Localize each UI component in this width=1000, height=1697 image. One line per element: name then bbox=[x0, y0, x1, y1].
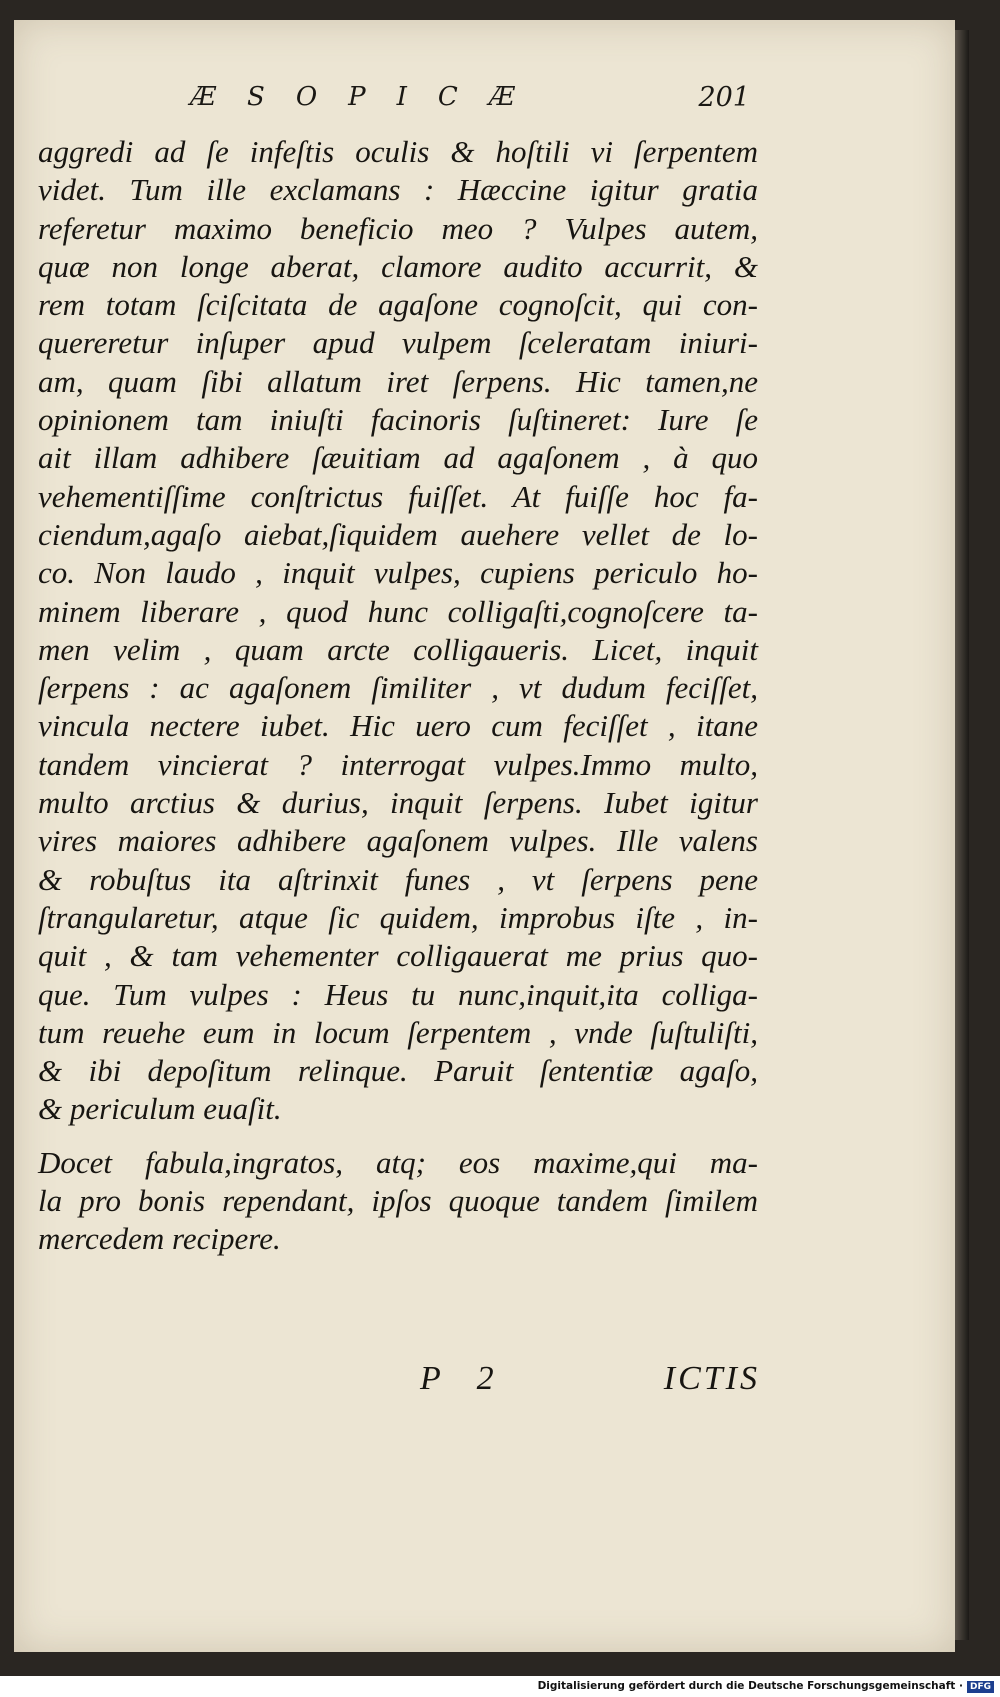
catchword: ICTIS bbox=[663, 1360, 760, 1397]
text-line: aggredi ad ſe infeſtis oculis & hoſtili vi ſerpentem bbox=[38, 134, 758, 169]
moral-line: mercedem recipere. bbox=[38, 1221, 281, 1257]
page-header bbox=[190, 82, 750, 118]
text-line: opinionem tam iniuſti facinoris ſuſtineret: Iure ſe bbox=[38, 402, 758, 438]
text-line: co. Non laudo , inquit vulpes, cupiens periculo ho- bbox=[38, 555, 758, 591]
text-line: tum reuehe eum in locum ſerpentem , vnde ſuſtuliſti, bbox=[38, 1014, 758, 1050]
text-line: minem liberare , quod hunc colligaſti,cognoſcere ta- bbox=[38, 593, 758, 629]
credit-text: Digitalisierung gefördert durch die Deutsche Forschungsgemeinschaft · bbox=[537, 1680, 963, 1692]
text-line: vires maiores adhibere agaſonem vulpes. Ille valens bbox=[38, 823, 758, 859]
text-line: & robuſtus ita aſtrinxit funes , vt ſerpens pene bbox=[38, 861, 758, 897]
text-line: ait illam adhibere ſæuitiam ad agaſonem , à quo bbox=[38, 440, 758, 476]
text-line: videt. Tum ille exclamans : Hæccine igitur gratia bbox=[38, 172, 758, 208]
text-line: am, quam ſibi allatum iret ſerpens. Hic tamen,ne bbox=[38, 363, 758, 399]
book-gutter bbox=[955, 30, 969, 1640]
text-line: ſtrangularetur, atque ſic quidem, improbus iſte , in- bbox=[38, 899, 758, 935]
text-line: rem totam ſciſcitata de agaſone cognoſcit, qui con- bbox=[38, 287, 758, 323]
text-line: que. Tum vulpes : Heus tu nunc,inquit,ita colliga- bbox=[38, 976, 758, 1012]
moral-line: Docet fabula,ingratos, atq; eos maxime,qui ma- bbox=[38, 1144, 758, 1180]
text-line: ciendum,agaſo aiebat,ſiquidem auehere vellet de lo- bbox=[38, 516, 758, 552]
text-line: & periculum euaſit. bbox=[38, 1091, 282, 1127]
text-line: quereretur inſuper apud vulpem ſceleratam iniuri- bbox=[38, 325, 758, 361]
paragraph-gap bbox=[38, 1129, 758, 1144]
page-number: 201 bbox=[698, 82, 750, 113]
text-line: vincula nectere iubet. Hic uero cum feciſſet , itane bbox=[38, 708, 758, 744]
dfg-logo: DFG bbox=[967, 1681, 994, 1693]
text-line: ſerpens : ac agaſonem ſimiliter , vt dudum feciſſet, bbox=[38, 670, 758, 706]
digitization-credit bbox=[538, 1680, 994, 1693]
text-line: referetur maximo beneficio meo ? Vulpes autem, bbox=[38, 210, 758, 246]
text-line: quit , & tam vehementer colligauerat me prius quo- bbox=[38, 938, 758, 974]
text-line: men velim , quam arcte colligaueris. Licet, inquit bbox=[38, 631, 758, 667]
text-line: quæ non longe aberat, clamore audito accurrit, & bbox=[38, 248, 758, 284]
moral-line: la pro bonis rependant, ipſos quoque tandem ſimilem bbox=[38, 1183, 758, 1219]
text-line: multo arctius & durius, inquit ſerpens. Iubet igitur bbox=[38, 785, 758, 821]
body-text bbox=[38, 133, 758, 1259]
text-line: tandem vincierat ? interrogat vulpes.Immo multo, bbox=[38, 746, 758, 782]
signature-mark: P 2 bbox=[420, 1360, 508, 1397]
running-title: ÆSOPICÆ bbox=[190, 82, 546, 112]
text-line: & ibi depoſitum relinque. Paruit ſententiæ agaſo, bbox=[38, 1053, 758, 1089]
text-line: vehementiſſime conſtrictus fuiſſet. At fuiſſe hoc fa- bbox=[38, 478, 758, 514]
